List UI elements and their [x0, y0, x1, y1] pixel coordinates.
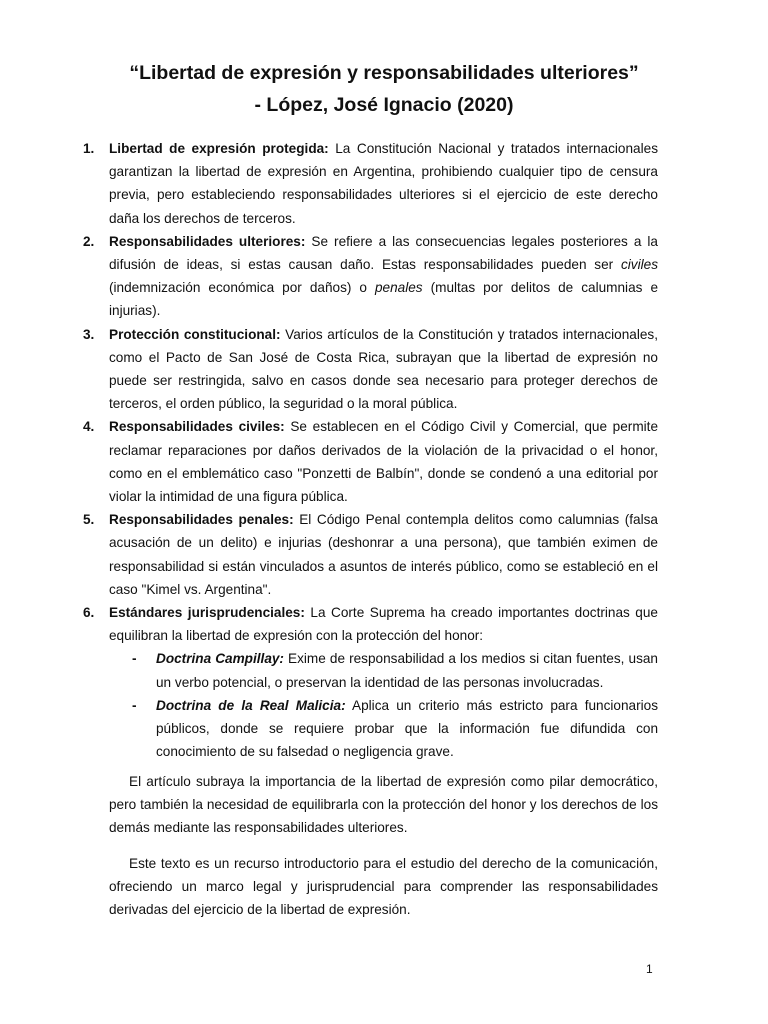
item-number: 3. — [83, 326, 95, 342]
sublist-item-real-malicia — [132, 694, 658, 764]
list-item-5 — [83, 508, 658, 601]
item-heading: Responsabilidades ulteriores: — [109, 233, 306, 249]
item-heading: Responsabilidades civiles: — [109, 419, 285, 435]
item-heading: Libertad de expresión protegida: — [109, 141, 329, 156]
sublist-dash: - — [132, 651, 137, 667]
page-number: 1 — [646, 962, 653, 976]
closing-paragraph: Este texto es un recurso introductorio para el estudio del derecho de la comunicación, ofreciendo un marco legal y jurisprudencial para comprender las responsabilidades derivadas del ejercicio de la libertad de expresión. — [109, 856, 658, 918]
item-text: Se establecen en el Código Civil y Comercial, que permite reclamar reparaciones por daños derivados de la violación de la privacidad o el honor, como en el emblemático caso "Ponzetti de Balbín", donde se condenó a una editorial por violar la intimidad de una figura pública. — [109, 419, 659, 505]
list-item-6 — [83, 601, 658, 763]
sublist-item-campillay — [132, 647, 658, 693]
item-text: (indemnización económica por daños) o — [109, 280, 375, 296]
document-title: “Libertad de expresión y responsabilidades ulteriores” — [129, 62, 639, 84]
item-number: 1. — [83, 141, 95, 156]
doctrine-sublist — [109, 647, 658, 763]
item-emphasis: civiles — [620, 257, 658, 273]
sublist-dash: - — [132, 697, 137, 713]
item-heading: Protección constitucional: — [109, 326, 281, 342]
item-heading: Responsabilidades penales: — [109, 512, 294, 528]
sublist-heading: Doctrina Campillay: — [156, 651, 284, 667]
item-emphasis: penales — [374, 280, 423, 296]
item-number: 2. — [83, 233, 95, 249]
document-subtitle: - López, José Ignacio (2020) — [254, 94, 514, 116]
list-item-1 — [83, 137, 658, 230]
list-item-3 — [83, 323, 659, 416]
item-number: 4. — [83, 419, 95, 435]
item-number: 5. — [83, 512, 95, 528]
item-text: La Corte Suprema ha creado importantes doctrinas que equilibran la libertad de expresión con la protección del honor: — [109, 605, 658, 644]
item-text: La Constitución Nacional y tratados internacionales garantizan la libertad de expresión en Argentina, prohibiendo cualquier tipo de censura previa, pero estableciendo responsabilidades ulteriores si el ejercicio de este derecho daña los derechos de terceros. — [109, 141, 658, 226]
item-text: Se refiere a las consecuencias legales posteriores a la difusión de ideas, si estas causan daño. Estas responsabilidades pueden ser — [109, 233, 658, 273]
item-text: (multas por delitos de calumnias e injurias). — [109, 280, 659, 319]
sublist-text: Exime de responsabilidad a los medios si citan fuentes, usan un verbo potencial, o preservan la identidad de las personas involucradas. — [156, 651, 658, 690]
list-item-4 — [83, 415, 659, 508]
conclusion-paragraph: El artículo subraya la importancia de la libertad de expresión como pilar democrático, pero también la necesidad de equilibrarla con la protección del honor y los derechos de los demás mediante las responsabilidades ulteriores. — [109, 774, 658, 836]
summary-list — [83, 137, 659, 763]
item-number: 6. — [83, 605, 95, 621]
list-item-2 — [83, 230, 659, 323]
item-text: Varios artículos de la Constitución y tratados internacionales, como el Pacto de San José de Costa Rica, subrayan que la libertad de expresión no puede ser restringida, salvo en casos donde sea necesario para proteger derechos de terceros, el orden público, la seguridad o la moral pública. — [109, 326, 659, 412]
item-heading: Estándares jurisprudenciales: — [109, 605, 305, 621]
sublist-text: Aplica un criterio más estricto para funcionarios públicos, donde se requiere probar que la información fue difundida con conocimiento de su falsedad o negligencia grave. — [156, 697, 658, 760]
sublist-heading: Doctrina de la Real Malicia: — [156, 697, 346, 713]
item-text: El Código Penal contempla delitos como calumnias (falsa acusación de un delito) e injurias (deshonrar a una persona), que también eximen de responsabilidad si están vinculados a asuntos de interés público, como se estableció en el caso "Kimel vs. Argentina". — [109, 512, 658, 597]
